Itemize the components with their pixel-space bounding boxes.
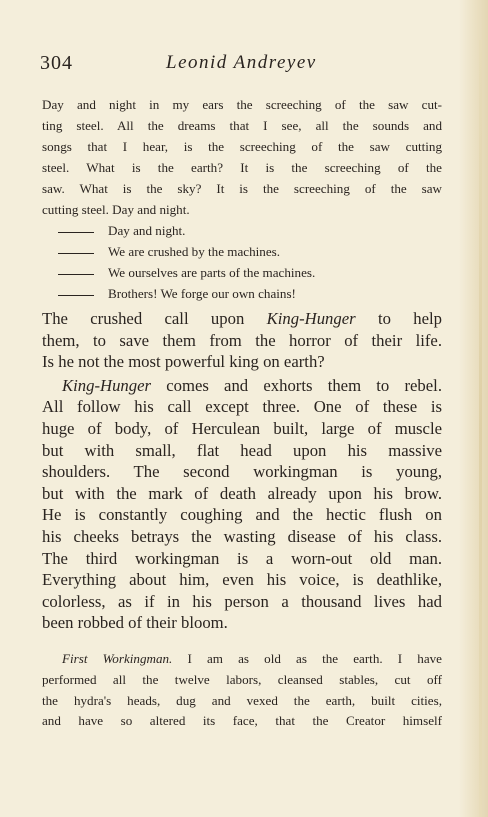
text-line: King-Hunger comes and exhorts them to rebel.: [62, 375, 442, 395]
text-line: been robbed of their bloom.: [42, 613, 228, 633]
text-line: He is constantly coughing and the hectic flush on: [42, 505, 442, 525]
text-line: Everything about him, even his voice, is deathlike,: [42, 570, 442, 590]
text-line: them, to save them from the horror of their life.: [42, 330, 442, 350]
text-line: shoulders. The second workingman is young,: [42, 462, 442, 482]
chant-line: Day and night.: [42, 220, 315, 241]
chant-line: Brothers! We forge our own chains!: [42, 283, 315, 304]
running-head: Leonid Andreyev: [166, 52, 317, 73]
text-line: The third workingman is a worn-out old man.: [42, 548, 442, 568]
dash-rule: [58, 295, 94, 296]
chant-line: We are crushed by the machines.: [42, 241, 315, 262]
text-line: All follow his call except three. One of these is: [42, 397, 442, 417]
dialog-block: [42, 649, 442, 732]
dash-rule: [58, 274, 94, 275]
verse-line: Day and night in my ears the screeching of the saw cut-: [42, 97, 442, 112]
text-line: Is he not the most powerful king on earth?: [42, 352, 325, 372]
verse-line: steel. What is the earth? It is the screeching of the: [42, 160, 442, 175]
dialog-line: the hydra's heads, dug and vexed the earth, built cities,: [42, 692, 442, 708]
verse-line: songs that I hear, is the screeching of the saw cutting: [42, 139, 442, 154]
chant-line: We ourselves are parts of the machines.: [42, 262, 315, 283]
page-number: 304: [40, 52, 73, 74]
text-line: The crushed call upon King-Hunger to help: [42, 309, 442, 328]
dialog-line: performed all the twelve labors, cleansed stables, cut off: [42, 671, 442, 687]
dash-rule: [58, 232, 94, 233]
dialog-line: and have so altered its face, that the Creator himself: [42, 713, 442, 729]
text-line: huge of body, of Herculean built, large of muscle: [42, 418, 442, 438]
text-line: but with the mark of death already upon his brow.: [42, 483, 442, 503]
verse-block: [42, 94, 442, 220]
page-edge: [479, 40, 482, 817]
paragraph: [42, 375, 442, 634]
dash-rule: [58, 253, 94, 254]
chant-block: [42, 220, 315, 304]
text-line: colorless, as if in his person a thousand lives had: [42, 591, 442, 611]
text-line: but with small, flat head upon his massive: [42, 440, 442, 460]
verse-line: saw. What is the sky? It is the screeching of the saw: [42, 181, 442, 196]
paragraph: [42, 308, 442, 373]
verse-line: ting steel. All the dreams that I see, all the sounds and: [42, 118, 442, 133]
speaker-name: First Workingman.: [62, 651, 173, 666]
page-header: [40, 52, 448, 82]
dialog-line: First Workingman. I am as old as the earth. I have: [62, 651, 442, 666]
narrative-block: [42, 308, 442, 634]
text-line: his cheeks betrays the wasting disease of his class.: [42, 526, 442, 546]
verse-line: cutting steel. Day and night.: [42, 202, 190, 217]
